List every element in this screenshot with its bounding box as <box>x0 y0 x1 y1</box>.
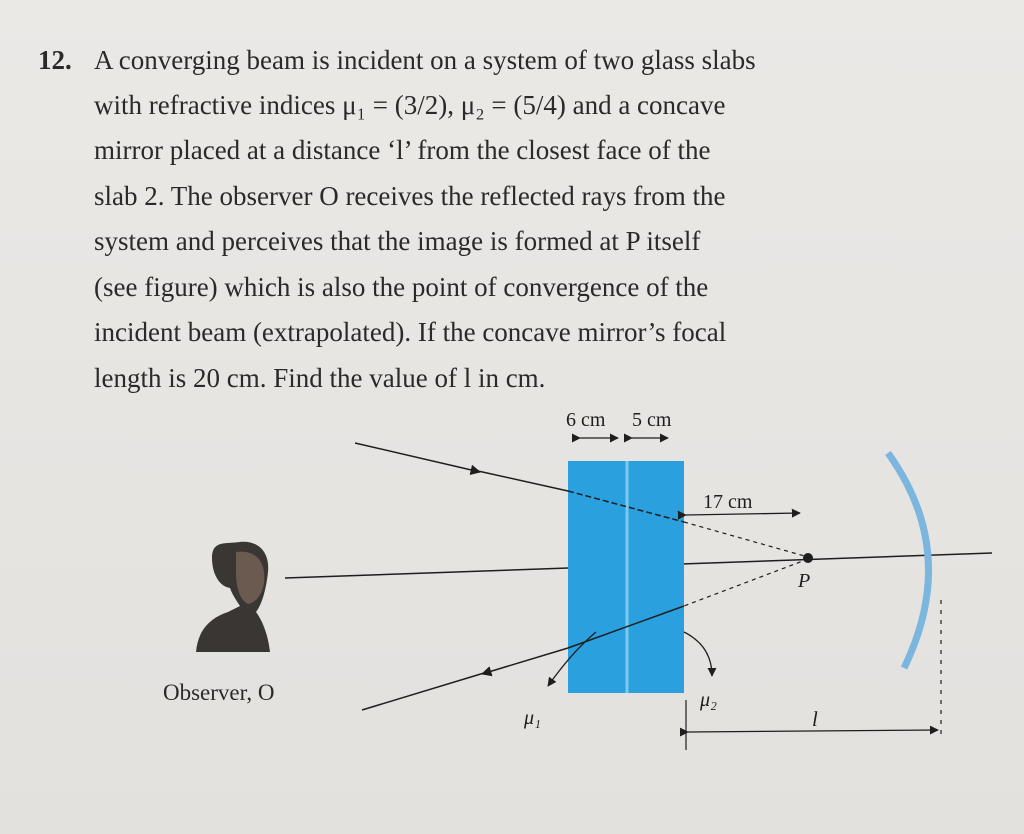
distance-17cm-arrow <box>686 513 800 515</box>
ray-to-observer-1 <box>482 648 568 674</box>
reflected-ray-dashed <box>684 559 811 606</box>
question-line-5: system and perceives that the image is formed at P itself <box>94 226 701 256</box>
question-number: 12. <box>38 45 72 75</box>
question-line-6: (see figure) which is also the point of convergence of the <box>94 272 709 302</box>
incident-ray-top-2 <box>478 471 568 491</box>
question-line-4: slab 2. The observer O receives the reflected rays from the <box>94 181 726 211</box>
mu2-pointer <box>684 632 712 676</box>
question-line-1: A converging beam is incident on a system of two glass slabs <box>94 45 756 75</box>
slab2-width-label: 5 cm <box>632 409 672 431</box>
incident-ray-top <box>355 443 480 472</box>
question-line-7: incident beam (extrapolated). If the concave mirror’s focal <box>94 317 727 347</box>
concave-mirror <box>888 453 929 668</box>
question-line-3: mirror placed at a distance ‘l’ from the closest face of the <box>94 135 711 165</box>
observer-label: Observer, O <box>163 680 275 705</box>
point-p-label: P <box>798 570 811 592</box>
observer-figure <box>196 542 270 652</box>
mu2-label: μ₂ <box>700 689 717 711</box>
slab1-width-label: 6 cm <box>566 409 606 431</box>
mu1-label: μ₁ <box>524 707 541 729</box>
distance-17cm-label: 17 cm <box>703 491 753 513</box>
extrapolated-ray-top <box>684 522 808 557</box>
ray-to-observer-2 <box>362 673 484 710</box>
l-dim-label: l <box>812 707 818 731</box>
question-line-2: with refractive indices μ₁ = (3/2), μ₂ = (5/4) and a concave <box>94 90 726 120</box>
point-p-dot <box>803 553 813 563</box>
question-line-8: length is 20 cm. Find the value of l in cm. <box>94 363 546 393</box>
